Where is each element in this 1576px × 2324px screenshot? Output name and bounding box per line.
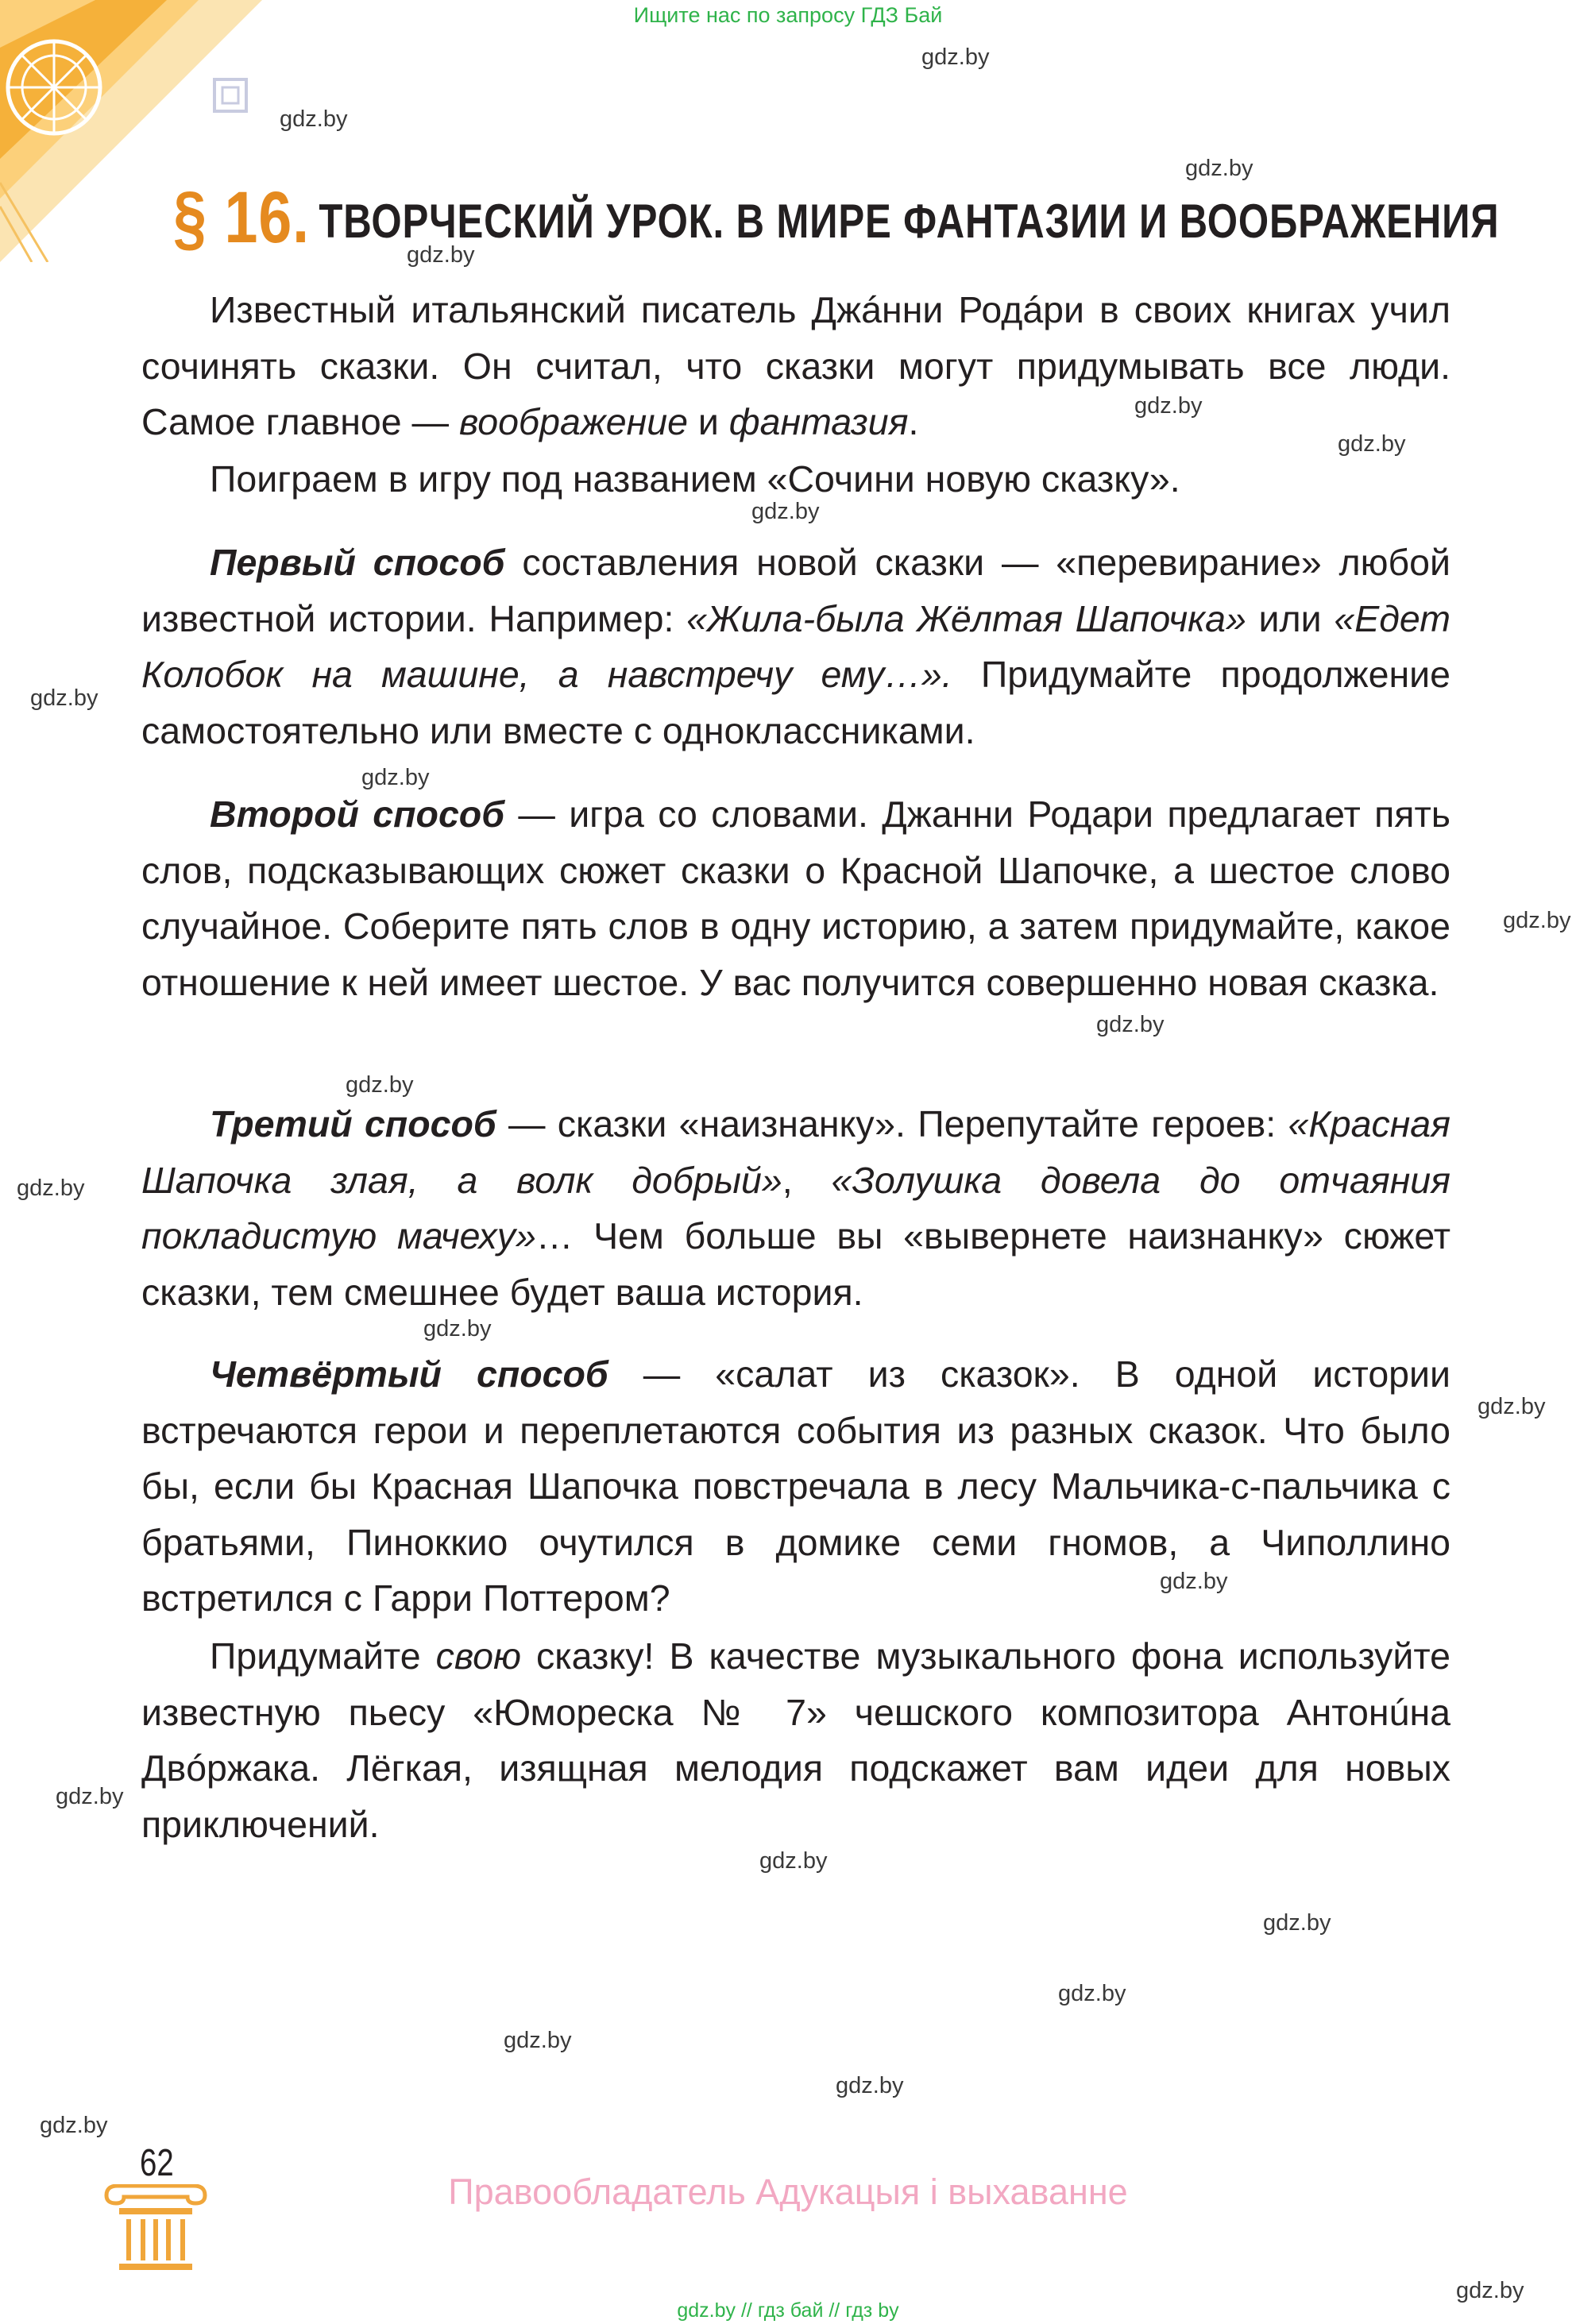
paragraph-text: , [782,1159,832,1201]
watermark: gdz.by [30,685,98,711]
paragraph-text: сказку! В качестве музыкального фона используйте известную пьесу «Юмореска № 7» чешского композитора Антонúна Двóржака. Лёгкая, изящная мелодия подскажет вам идеи для новых приключений. [141,1635,1450,1845]
emphasis-fantasy: фантазия [728,401,909,442]
paragraph-text: — «салат из сказок». В одной истории встречаются герои и переплетаются события из разных сказок. Что было бы, если бы Красная Шапочка повстречала в лесу Мальчика-с-пальчика с братьями, Пиноккио очутился в домике семи гномов, а Чиполлино встретился с Гарри Поттером? [141,1353,1450,1619]
watermark: gdz.by [921,44,990,70]
section-title-text: ТВОРЧЕСКИЙ УРОК. В МИРЕ ФАНТАЗИИ И ВООБРАЖЕНИЯ [319,195,1500,248]
watermark: gdz.by [346,1072,414,1098]
paragraph-text: Придумайте [210,1635,436,1677]
watermark: gdz.by [1134,393,1203,419]
watermark: gdz.by [1456,2278,1524,2303]
paragraph-text: — игра со словами. Джанни Родари предлагает пять слов, подсказывающих сюжет сказки о Красной Шапочке, а шестое слово случайное. Соберите пять слов в одну историю, а затем придумайте, какое отношение к ней имеет шестое. У вас получится совершенно новая сказка. [141,793,1450,1003]
method-heading: Первый способ [210,542,505,583]
page-number: 62 [140,2142,174,2184]
watermark: gdz.by [1160,1569,1228,1594]
watermark: gdz.by [1263,1910,1331,1936]
watermark: gdz.by [423,1316,492,1342]
paragraph-first-method [141,535,1450,759]
watermark: gdz.by [759,1848,828,1874]
paragraph-third-method [141,1096,1450,1320]
method-heading: Четвёртый способ [210,1353,608,1395]
footer-links[interactable]: gdz.by // гдз бай // гдз by [677,2299,899,2322]
paragraph-text: — сказки «наизнанку». Перепутайте героев: [496,1103,1288,1145]
watermark: gdz.by [751,499,820,524]
section-number: § 16. [173,177,310,258]
watermark: gdz.by [407,242,475,268]
watermark: gdz.by [17,1176,85,1201]
watermark: gdz.by [1338,431,1406,457]
emphasis-own: свою [435,1635,521,1677]
watermark: gdz.by [1503,908,1571,933]
method-heading: Третий способ [210,1103,496,1145]
example-quote: «Жила-была Жёлтая Шапочка» [686,597,1246,639]
watermark: gdz.by [280,106,348,132]
paragraph-game: Поиграем в игру под названием «Сочини новую сказку». [210,458,1180,500]
paragraph-second-method [141,786,1450,1010]
paragraph-text: или [1246,597,1335,639]
top-banner[interactable]: Ищите нас по запросу ГДЗ Бай [633,3,943,27]
example-quote: «Едет Колобок на машине, а навстречу ему…». [141,597,1450,695]
example-quote: «Красная Шапочка злая, а волк добрый» [141,1103,1450,1201]
watermark: gdz.by [1096,1012,1165,1037]
paragraph-text: составления новой сказки — «перевирание» любой известной истории. Например: [141,542,1451,639]
paragraph-text: и [687,401,729,442]
section-title [173,176,1499,260]
watermark: gdz.by [1058,1981,1126,2006]
watermark: gdz.by [40,2113,108,2138]
paragraph-text: Известный итальянский писатель Джáнни Родáри в своих книгах учил сочинять сказки. Он считал, что сказки могут придумывать все люди. Самое главное — [141,289,1450,442]
paragraph-fourth-method [141,1346,1450,1627]
paragraph-text: … Чем больше вы «вывернете наизнанку» сюжет сказки, тем смешнее будет ваша история. [141,1215,1451,1313]
watermark: gdz.by [56,1784,124,1809]
paragraph-text: Придумайте продолжение самостоятельно или вместе с одноклассниками. [141,654,1450,751]
paragraph-text: . [908,401,919,442]
paragraph-intro [141,282,1450,450]
example-quote: «Золушка довела до отчаяния покладистую мачеху» [141,1159,1450,1257]
watermark: gdz.by [1478,1394,1546,1419]
watermark: gdz.by [1185,156,1253,181]
emphasis-imagination: воображение [458,401,688,442]
method-heading: Второй способ [210,793,505,835]
watermark: gdz.by [504,2028,572,2053]
watermark: gdz.by [361,765,430,790]
watermark: gdz.by [836,2073,904,2098]
paragraph-task [141,1628,1450,1852]
copyright-owner: Правообладатель Адукацыя і выхаванне [448,2172,1128,2212]
